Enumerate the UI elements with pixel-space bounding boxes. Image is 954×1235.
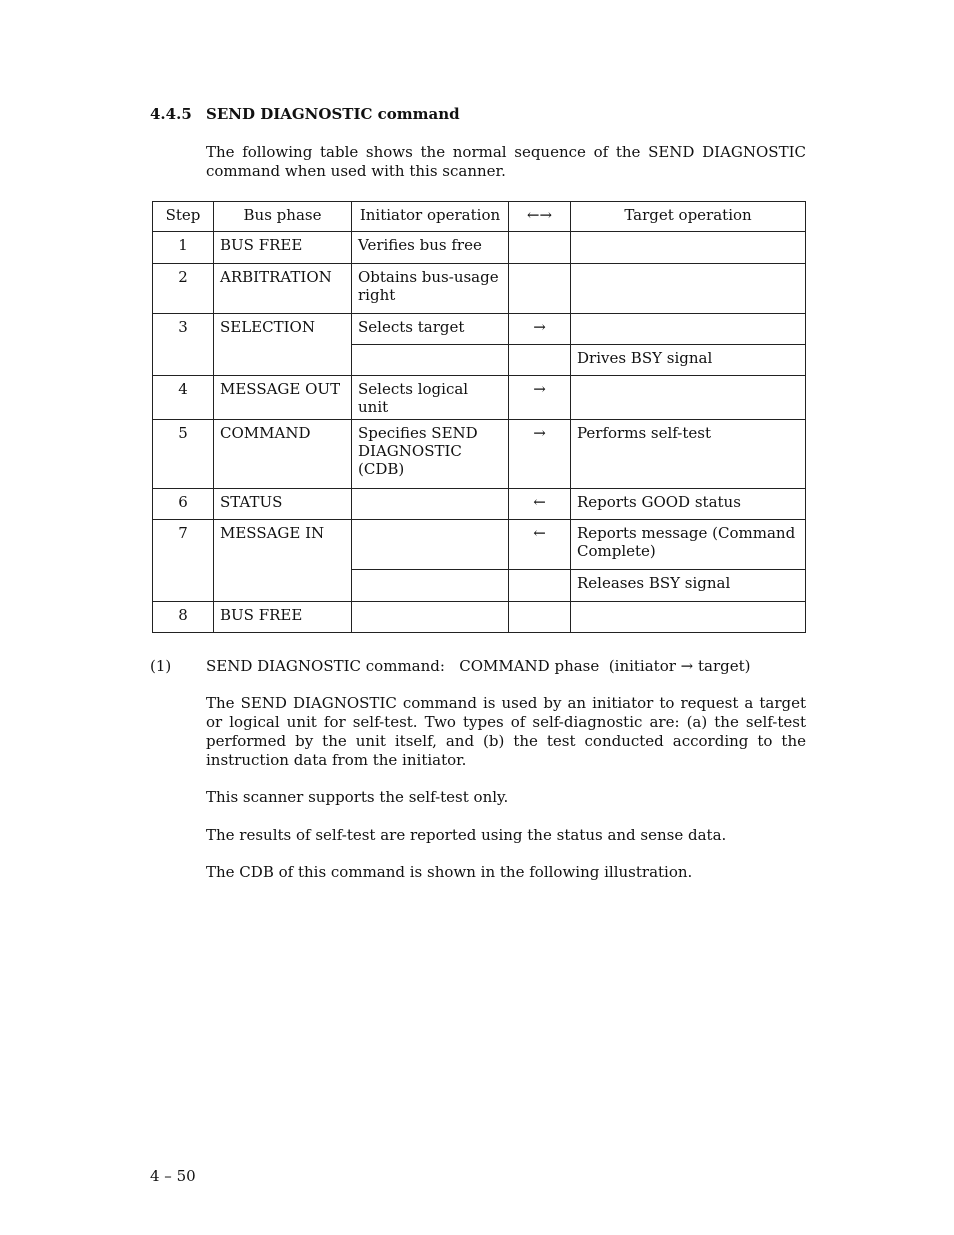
initiator-cell xyxy=(352,489,509,520)
body-paragraph: The results of self-test are reported using the status and sense data. xyxy=(206,826,727,844)
table-row xyxy=(153,602,806,633)
step-cell: 8 xyxy=(153,602,214,633)
target-cell: Reports message (Command Complete) xyxy=(571,520,806,570)
target-cell: Reports GOOD status xyxy=(571,489,806,520)
target-cell: Releases BSY signal xyxy=(571,570,806,602)
table-row xyxy=(153,489,806,520)
table-row xyxy=(153,264,806,314)
phase-cell: BUS FREE xyxy=(214,602,352,633)
phase-cell: STATUS xyxy=(214,489,352,520)
table-row xyxy=(153,520,806,570)
step-cell: 6 xyxy=(153,489,214,520)
initiator-cell: Verifies bus free xyxy=(352,232,509,264)
initiator-cell xyxy=(352,345,509,376)
step-cell: 2 xyxy=(153,264,214,314)
target-cell: Drives BSY signal xyxy=(571,345,806,376)
direction-cell xyxy=(509,345,571,376)
initiator-cell xyxy=(352,520,509,570)
body-paragraph: The CDB of this command is shown in the following illustration. xyxy=(206,863,693,881)
phase-cell: MESSAGE IN xyxy=(214,520,352,602)
target-cell: Performs self-test xyxy=(571,420,806,489)
body-paragraph: The SEND DIAGNOSTIC command is used by an initiator to request a target or logical unit for self-test. Two types of self-diagnostic are: (a) the self-test performed by the unit itself, and (b) the test conducted according to the instruction data from the initiator. xyxy=(206,694,806,769)
initiator-cell: Selects target xyxy=(352,314,509,345)
initiator-cell xyxy=(352,602,509,633)
step-cell: 1 xyxy=(153,232,214,264)
phase-cell: BUS FREE xyxy=(214,232,352,264)
table-row xyxy=(153,232,806,264)
direction-cell: → xyxy=(509,376,571,420)
step-cell: 7 xyxy=(153,520,214,602)
header-direction: ←→ xyxy=(509,202,571,232)
table-header-row xyxy=(153,202,806,232)
initiator-cell: Specifies SEND DIAGNOSTIC (CDB) xyxy=(352,420,509,489)
initiator-cell: Obtains bus-usage right xyxy=(352,264,509,314)
header-step: Step xyxy=(153,202,214,232)
direction-cell xyxy=(509,602,571,633)
direction-cell xyxy=(509,264,571,314)
target-cell xyxy=(571,314,806,345)
step-cell: 3 xyxy=(153,314,214,376)
target-cell xyxy=(571,232,806,264)
step-cell: 4 xyxy=(153,376,214,420)
table-row xyxy=(153,314,806,345)
header-bus-phase: Bus phase xyxy=(214,202,352,232)
direction-cell xyxy=(509,232,571,264)
section-heading xyxy=(150,105,460,123)
subsection-number: (1) xyxy=(150,657,172,675)
phase-cell: SELECTION xyxy=(214,314,352,376)
header-initiator-operation: Initiator operation xyxy=(352,202,509,232)
initiator-cell: Selects logical unit xyxy=(352,376,509,420)
table-row xyxy=(153,376,806,420)
body-paragraph: This scanner supports the self-test only. xyxy=(206,788,509,806)
target-cell xyxy=(571,376,806,420)
direction-cell: → xyxy=(509,314,571,345)
direction-cell: → xyxy=(509,420,571,489)
direction-cell xyxy=(509,570,571,602)
phase-cell: ARBITRATION xyxy=(214,264,352,314)
direction-cell: ← xyxy=(509,489,571,520)
direction-cell: ← xyxy=(509,520,571,570)
target-cell xyxy=(571,602,806,633)
table-row xyxy=(153,420,806,489)
phase-cell: COMMAND xyxy=(214,420,352,489)
subsection-title: SEND DIAGNOSTIC command: COMMAND phase (initiator → target) xyxy=(206,657,751,675)
header-target-operation: Target operation xyxy=(571,202,806,232)
phase-cell: MESSAGE OUT xyxy=(214,376,352,420)
initiator-cell xyxy=(352,570,509,602)
section-title: SEND DIAGNOSTIC command xyxy=(206,105,460,123)
step-cell: 5 xyxy=(153,420,214,489)
page-number: 4 – 50 xyxy=(150,1167,196,1185)
target-cell xyxy=(571,264,806,314)
sequence-table xyxy=(152,201,806,633)
intro-paragraph: The following table shows the normal sequence of the SEND DIAGNOSTIC command when used with this scanner. xyxy=(206,143,806,180)
section-number: 4.4.5 xyxy=(150,105,192,123)
